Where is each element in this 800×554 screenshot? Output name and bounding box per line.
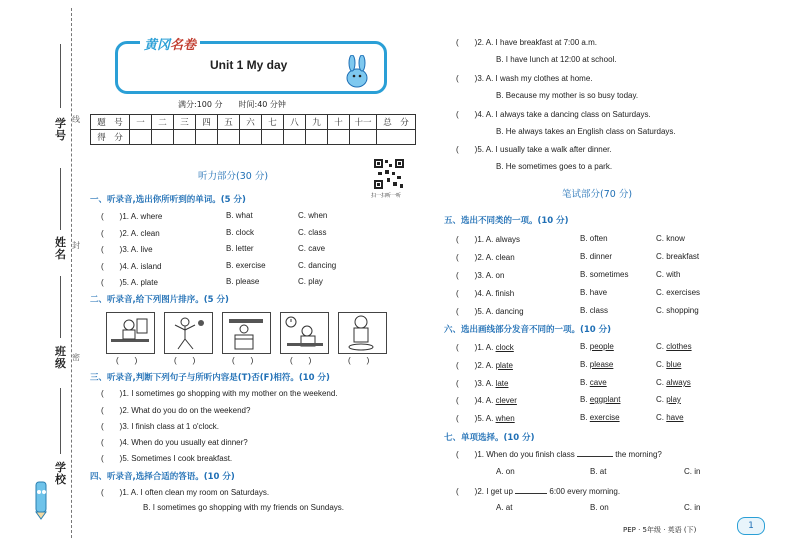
score-cell[interactable] (152, 130, 174, 145)
section-4-title: 四、听录音,选择合适的答语。(10 分) (90, 472, 235, 482)
picture-1 (106, 312, 155, 354)
score-cell[interactable] (262, 130, 284, 145)
answer-paren[interactable]: ( )3. A. live (101, 245, 153, 254)
table-cell: 二 (152, 115, 174, 130)
picture-4-answer[interactable]: ( ) (290, 356, 312, 365)
score-cell[interactable] (350, 130, 377, 145)
section-3-title: 三、听录音,判断下列句子与所听内容是(T)否(F)相符。(10 分) (90, 373, 330, 383)
option-b: B. eggplant (580, 395, 621, 404)
table-cell: 题 号 (91, 115, 130, 130)
brand-logo: 黄冈名卷 (140, 34, 200, 53)
option-b: B. people (580, 342, 614, 351)
response-item[interactable]: ( )2. A. I have breakfast at 7:00 a.m. (456, 38, 597, 47)
table-cell: 六 (240, 115, 262, 130)
answer-paren[interactable]: ( )1. A. clock (456, 343, 514, 352)
cut-mark: 密 (72, 353, 80, 362)
option-c: C. dancing (298, 261, 337, 270)
mc-question[interactable]: ( )1. When do you finish class the morning? (456, 450, 662, 459)
option-b: B. cave (580, 378, 607, 387)
option-c: C. with (656, 270, 681, 279)
written-title: 笔试部分(70 分) (562, 189, 633, 200)
student-id-field[interactable] (60, 44, 61, 108)
tf-item[interactable]: ( )3. I finish class at 1 o'clock. (101, 422, 220, 431)
option-b: B. letter (226, 244, 254, 253)
answer-paren[interactable]: ( )5. A. dancing (456, 307, 524, 316)
option-b: B. often (580, 234, 608, 243)
qr-caption: 扫一扫听一听 (371, 193, 402, 199)
option-c: C. know (656, 234, 685, 243)
class-label: 班级 (55, 345, 66, 370)
answer-paren[interactable]: ( )1. A. where (101, 212, 163, 221)
score-table-header-row (91, 115, 416, 130)
rabbit-mascot-icon (340, 55, 374, 89)
table-cell: 五 (218, 115, 240, 130)
tf-item[interactable]: ( )4. When do you usually eat dinner? (101, 438, 248, 447)
footer-text: PEP · 5年级 · 英语 (下) (623, 526, 697, 534)
pencil-mascot-icon (28, 480, 54, 520)
cut-mark: 封 (72, 241, 80, 250)
section-1-title: 一、听录音,选出你所听到的单词。(5 分) (90, 195, 246, 205)
binding-line (71, 8, 72, 538)
picture-5-answer[interactable]: ( ) (348, 356, 370, 365)
mc-option-a: A. at (496, 503, 513, 512)
unit-title: Unit 1 My day (210, 58, 288, 72)
option-c: C. clothes (656, 342, 692, 351)
exam-info: 满分:100 分 时间:40 分钟 (178, 100, 286, 109)
table-cell: 四 (196, 115, 218, 130)
table-cell: 十一 (350, 115, 377, 130)
mc-question[interactable]: ( )2. I get up 6:00 every morning. (456, 487, 621, 496)
school-field[interactable] (60, 388, 61, 454)
response-option-b: B. He sometimes goes to a park. (496, 162, 613, 171)
answer-paren[interactable]: ( )4. A. island (101, 262, 162, 271)
option-c: C. exercises (656, 288, 701, 297)
picture-1-answer[interactable]: ( ) (116, 356, 138, 365)
section-2-title: 二、听录音,给下列图片排序。(5 分) (90, 295, 229, 305)
tf-item[interactable]: ( )5. Sometimes I cook breakfast. (101, 454, 233, 463)
section-7-title: 七、单项选择。(10 分) (444, 433, 535, 443)
answer-paren[interactable]: ( )2. A. plate (456, 361, 513, 370)
option-b: B. clock (226, 228, 255, 237)
listening-title: 听力部分(30 分) (198, 171, 269, 182)
section-6-title: 六、选出画线部分发音不同的一项。(10 分) (444, 325, 612, 335)
score-table (90, 114, 416, 145)
answer-paren[interactable]: ( )3. A. on (456, 271, 505, 280)
score-cell[interactable] (174, 130, 196, 145)
qr-code-icon[interactable] (373, 158, 405, 190)
answer-paren[interactable]: ( )4. A. finish (456, 289, 515, 298)
table-cell: 三 (174, 115, 196, 130)
score-cell[interactable] (130, 130, 152, 145)
picture-4 (280, 312, 329, 354)
option-b: B. class (580, 306, 609, 315)
score-cell[interactable] (240, 130, 262, 145)
response-item[interactable]: ( )5. A. I usually take a walk after dinner. (456, 145, 612, 154)
mc-option-b: B. on (590, 503, 609, 512)
response-option-b: B. He always takes an English class on Saturdays. (496, 127, 676, 136)
option-c: C. breakfast (656, 252, 700, 261)
table-cell: 九 (306, 115, 328, 130)
score-table-score-row (91, 130, 416, 145)
score-cell[interactable] (377, 130, 416, 145)
page-number: 1 (737, 517, 765, 535)
score-cell[interactable] (328, 130, 350, 145)
cut-mark: 线 (72, 115, 80, 124)
response-option-b: B. Because my mother is so busy today. (496, 91, 639, 100)
option-c: C. shopping (656, 306, 699, 315)
mc-option-a: A. on (496, 467, 515, 476)
section-5-title: 五、选出不同类的一项。(10 分) (444, 216, 569, 226)
answer-paren[interactable]: ( )2. A. clean (456, 253, 515, 262)
picture-3 (222, 312, 271, 354)
response-item[interactable]: ( )3. A. I wash my clothes at home. (456, 74, 593, 83)
response-item[interactable]: ( )1. A. I often clean my room on Saturdays. (101, 488, 270, 497)
answer-paren[interactable]: ( )5. A. plate (101, 278, 158, 287)
option-b: B. exercise (226, 261, 266, 270)
option-c: C. have (656, 413, 684, 422)
student-id-label: 学号 (55, 117, 66, 142)
response-option-b: B. I have lunch at 12:00 at school. (496, 55, 617, 64)
mc-option-c: C. in (684, 467, 701, 476)
mc-option-b: B. at (590, 467, 607, 476)
option-c: C. always (656, 378, 691, 387)
score-cell[interactable] (306, 130, 328, 145)
score-cell[interactable] (218, 130, 240, 145)
tf-item[interactable]: ( )1. I sometimes go shopping with my mother on the weekend. (101, 389, 338, 398)
option-c: C. play (656, 395, 681, 404)
option-b: B. please (580, 360, 614, 369)
picture-2 (164, 312, 213, 354)
answer-paren[interactable]: ( )2. A. clean (101, 229, 160, 238)
option-c: C. class (298, 228, 327, 237)
option-c: C. when (298, 211, 328, 220)
tf-item[interactable]: ( )2. What do you do on the weekend? (101, 406, 251, 415)
score-cell[interactable] (284, 130, 306, 145)
option-b: B. what (226, 211, 253, 220)
table-cell: 七 (262, 115, 284, 130)
option-b: B. dinner (580, 252, 613, 261)
option-c: C. blue (656, 360, 682, 369)
school-label: 学校 (55, 461, 66, 486)
score-cell[interactable] (196, 130, 218, 145)
option-c: C. play (298, 277, 323, 286)
table-cell: 得 分 (91, 130, 130, 145)
mc-option-c: C. in (684, 503, 701, 512)
answer-paren[interactable]: ( )4. A. clever (456, 396, 517, 405)
option-b: B. exercise (580, 413, 620, 422)
response-option-b: B. I sometimes go shopping with my friends on Sundays. (143, 503, 344, 512)
class-field[interactable] (60, 276, 61, 338)
name-label: 姓名 (55, 236, 66, 261)
table-cell: 八 (284, 115, 306, 130)
name-field[interactable] (60, 168, 61, 230)
option-b: B. have (580, 288, 608, 297)
picture-2-answer[interactable]: ( ) (174, 356, 196, 365)
option-b: B. sometimes (580, 270, 629, 279)
picture-5 (338, 312, 387, 354)
option-c: C. cave (298, 244, 326, 253)
table-cell: 总 分 (377, 115, 416, 130)
answer-paren[interactable]: ( )3. A. late (456, 379, 509, 388)
table-cell: 十 (328, 115, 350, 130)
picture-3-answer[interactable]: ( ) (232, 356, 254, 365)
answer-paren[interactable]: ( )1. A. always (456, 235, 521, 244)
answer-paren[interactable]: ( )5. A. when (456, 414, 515, 423)
table-cell: 一 (130, 115, 152, 130)
option-b: B. please (226, 277, 260, 286)
response-item[interactable]: ( )4. A. I always take a dancing class on Saturdays. (456, 110, 651, 119)
